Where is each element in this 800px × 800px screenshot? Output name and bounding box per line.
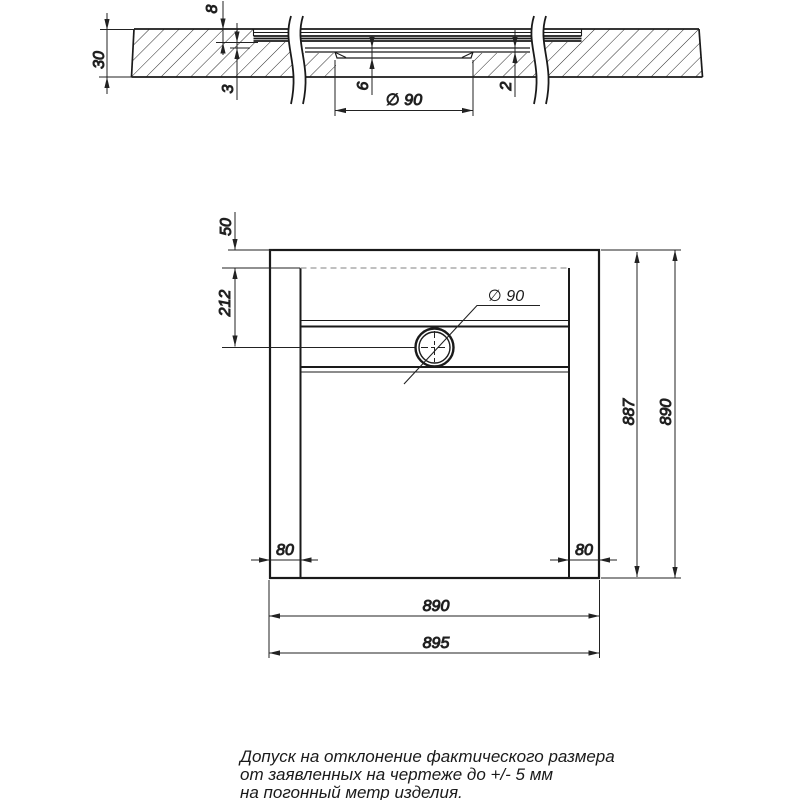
dim-plan-left-offsets	[217, 212, 300, 347]
section-view	[91, 1, 703, 116]
dim-section-recess-depth	[355, 36, 375, 95]
plan-view	[217, 212, 681, 658]
dim-right-heights	[601, 250, 681, 578]
dim-edge-offset-label: 50	[218, 218, 235, 236]
dim-wall-left	[251, 542, 318, 563]
dim-section-cover-label: 2	[498, 81, 515, 91]
tray-inner-walls	[301, 268, 570, 578]
dim-section-layer-label: 3	[220, 84, 237, 94]
dim-inner-height-label: 887	[621, 398, 638, 426]
drain-circle	[222, 329, 454, 367]
section-drain-recess	[335, 52, 473, 58]
dim-inner-width-label: 890	[422, 598, 450, 615]
dim-wall-right-label: 80	[575, 542, 593, 559]
dim-wall-right	[550, 542, 617, 563]
dim-section-height	[91, 13, 135, 94]
dim-outer-height-label: 890	[658, 398, 675, 426]
dim-bottom-widths	[269, 580, 600, 658]
dim-section-recess-depth-label: 6	[355, 81, 372, 91]
dim-section-drain-diameter-label: ∅ 90	[385, 92, 423, 109]
note-line-3: на погонный метр изделия.	[240, 783, 463, 800]
dim-section-height-label: 30	[91, 51, 108, 69]
dim-outer-width-label: 895	[422, 635, 450, 652]
dim-wall-left-label: 80	[276, 542, 294, 559]
note-line-1: Допуск на отклонение фактического размера	[240, 747, 615, 766]
tolerance-note	[238, 747, 615, 800]
tray-outer-edge	[270, 250, 599, 578]
dim-drain-center-label: 212	[217, 289, 234, 317]
note-line-2: от заявленных на чертеже до +/- 5 мм	[240, 765, 554, 784]
dim-plan-drain-diameter-label: ∅ 90	[487, 288, 525, 305]
dim-section-rim-label: 8	[204, 4, 221, 14]
